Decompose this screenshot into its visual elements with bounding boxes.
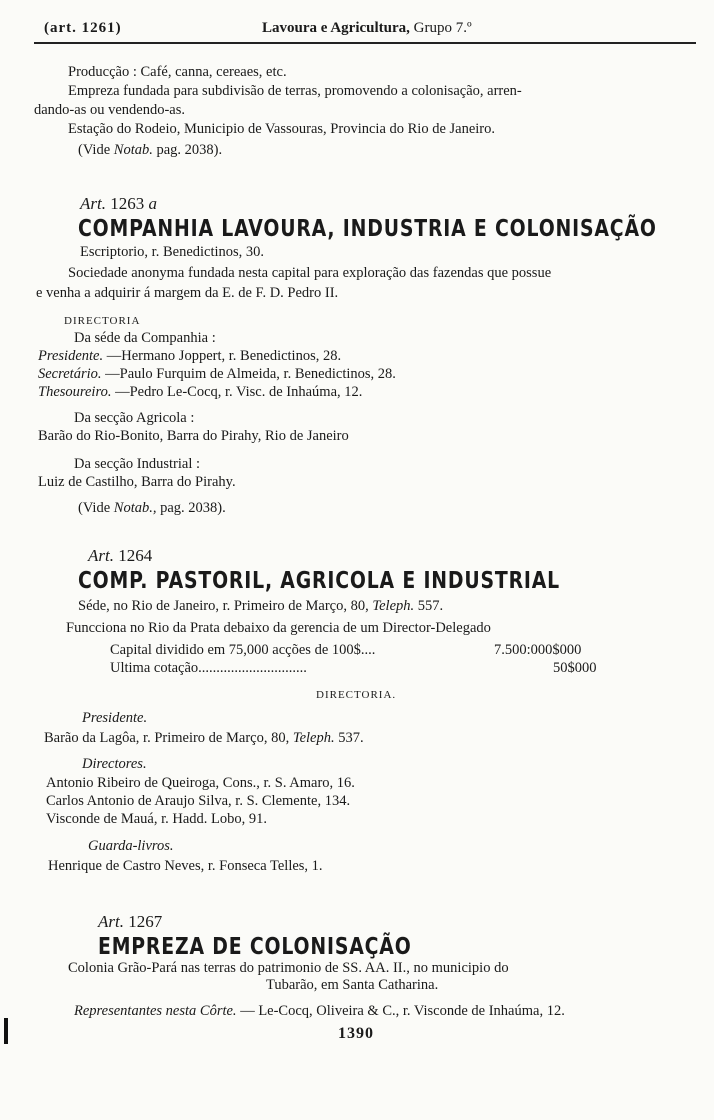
teleph-number: 537. xyxy=(334,730,364,746)
art-number: 1267 xyxy=(123,912,163,931)
running-head-title xyxy=(262,20,472,37)
directoria-heading-1264: DIRECTORIA. xyxy=(316,689,397,701)
capital-label: Capital dividido em 75,000 acções de 100$.... xyxy=(110,642,376,658)
vide-notab: Notab., xyxy=(113,500,157,516)
company-title-1263: COMPANHIA LAVOURA, INDUSTRIA E COLONISAÇÃO xyxy=(78,216,657,242)
directors-role-text: Directores. xyxy=(82,756,147,772)
running-head-group: Grupo 7.º xyxy=(409,20,472,36)
secretary-line xyxy=(38,366,396,383)
art-suffix: a xyxy=(148,194,157,213)
treasurer-line xyxy=(38,384,362,401)
president-name: Barão da Lagôa, r. Primeiro de Março, 80, xyxy=(44,730,293,746)
vide-close: pag. 2038). xyxy=(152,142,223,158)
article-label-1267 xyxy=(98,912,162,932)
company-description-line2: dando-as ou vendendo-as. xyxy=(34,102,185,118)
secretary-name: —Paulo Furquim de Almeida, r. Benedictinos, 28. xyxy=(101,366,396,382)
society-description-line2: e venha a adquirir á margem da E. de F. D. Pedro II. xyxy=(36,285,339,301)
president-line-1264 xyxy=(44,730,364,747)
president-role-1264 xyxy=(82,710,147,727)
vide-open: (Vide xyxy=(78,142,114,158)
running-head-title-bold: Lavoura e Agricultura, xyxy=(262,20,410,36)
representatives-label: Representantes nesta Côrte. xyxy=(74,1003,237,1019)
last-quote-value: 50$000 xyxy=(553,660,597,676)
teleph-label: Teleph. xyxy=(292,730,335,746)
bookkeeper-role-text: Guarda-livros. xyxy=(88,838,174,854)
art-prefix: Art. xyxy=(80,194,106,213)
station-line: Estação do Rodeio, Municipio de Vassouras, Provincia do Rio de Janeiro. xyxy=(68,121,496,137)
treasurer-role: Thesoureiro. xyxy=(38,384,112,400)
sede-text: Séde, no Rio de Janeiro, r. Primeiro de Março, 80, xyxy=(78,598,373,614)
article-label-1264 xyxy=(88,546,152,566)
vide-close: pag. 2038). xyxy=(156,500,226,516)
art-number: 1264 xyxy=(113,546,153,565)
industrial-name: Luiz de Castilho, Barra do Pirahy. xyxy=(38,474,236,490)
sede-address-1264 xyxy=(78,598,443,615)
president-role: Presidente. xyxy=(38,348,104,364)
representatives-name: — Le-Cocq, Oliveira & C., r. Visconde de Inhaúma, 12. xyxy=(236,1003,565,1019)
director-2: Carlos Antonio de Araujo Silva, r. S. Clemente, 134. xyxy=(46,793,351,809)
bookkeeper-role xyxy=(88,838,174,855)
director-1: Antonio Ribeiro de Queiroga, Cons., r. S. Amaro, 16. xyxy=(46,775,355,791)
office-address: Escriptorio, r. Benedictinos, 30. xyxy=(80,244,265,260)
bookkeeper-name: Henrique de Castro Neves, r. Fonseca Telles, 1. xyxy=(48,858,323,874)
secretary-role: Secretário. xyxy=(38,366,102,382)
directors-role xyxy=(82,756,147,773)
colony-line1: Colonia Grão-Pará nas terras do patrimonio de SS. AA. II., no municipio do xyxy=(68,960,509,976)
industrial-label: Da secção Industrial : xyxy=(74,456,201,472)
president-name: —Hermano Joppert, r. Benedictinos, 28. xyxy=(103,348,342,364)
representatives-line xyxy=(74,1003,565,1020)
president-line xyxy=(38,348,341,365)
teleph-number: 557. xyxy=(414,598,444,614)
company-title-1264: COMP. PASTORIL, AGRICOLA E INDUSTRIAL xyxy=(78,568,561,594)
article-label-1263 xyxy=(80,194,157,214)
vide-open: (Vide xyxy=(78,500,114,516)
margin-ink-mark xyxy=(4,1018,8,1044)
vide-reference-1263 xyxy=(78,500,226,517)
director-3: Visconde de Mauá, r. Hadd. Lobo, 91. xyxy=(46,811,268,827)
sede-label: Da séde da Companhia : xyxy=(74,330,216,346)
society-description-line1: Sociedade anonyma fundada nesta capital para exploração das fazendas que possue xyxy=(68,265,552,281)
last-quote-label: Ultima cotação.............................. xyxy=(110,660,307,676)
directoria-heading: DIRECTORIA xyxy=(64,315,141,327)
vide-notab: Notab. xyxy=(113,142,153,158)
company-title-1267: EMPREZA DE COLONISAÇÃO xyxy=(98,934,412,960)
functioning-line: Funcciona no Rio da Prata debaixo da gerencia de um Director-Delegado xyxy=(66,620,491,636)
agricola-name: Barão do Rio-Bonito, Barra do Pirahy, Rio de Janeiro xyxy=(38,428,349,444)
treasurer-name: —Pedro Le-Cocq, r. Visc. de Inhaúma, 12. xyxy=(111,384,363,400)
production-line: Producção : Café, canna, cereaes, etc. xyxy=(68,64,287,80)
company-description-line1: Empreza fundada para subdivisão de terras, promovendo a colonisação, arren- xyxy=(68,83,522,99)
header-rule xyxy=(34,42,696,44)
art-prefix: Art. xyxy=(88,546,114,565)
art-prefix: Art. xyxy=(98,912,124,931)
vide-reference xyxy=(78,142,222,159)
teleph-label: Teleph. xyxy=(372,598,415,614)
capital-value: 7.500:000$000 xyxy=(494,642,582,658)
page-number: 1390 xyxy=(338,1025,374,1042)
running-head-article: (art. 1261) xyxy=(44,20,122,36)
agricola-label: Da secção Agricola : xyxy=(74,410,195,426)
colony-line2: Tubarão, em Santa Catharina. xyxy=(266,977,439,993)
president-role-text: Presidente. xyxy=(82,710,148,726)
art-number: 1263 xyxy=(105,194,149,213)
